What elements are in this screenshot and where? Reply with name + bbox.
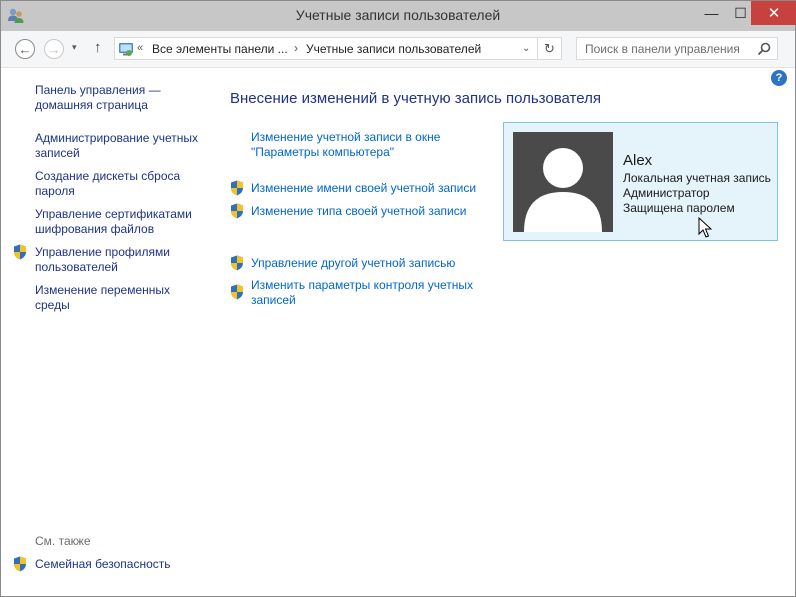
default-user-picture-icon bbox=[513, 132, 613, 232]
address-overflow-chevron[interactable]: « bbox=[137, 42, 144, 54]
window-title: Учетные записи пользователей bbox=[295, 7, 501, 23]
back-button[interactable]: ← bbox=[15, 39, 35, 59]
task-change-uac-settings[interactable] bbox=[251, 278, 473, 308]
sidebar-item-label: записей bbox=[35, 146, 80, 160]
forward-button[interactable]: → bbox=[44, 39, 64, 59]
search-icon[interactable] bbox=[756, 41, 772, 57]
refresh-button[interactable]: ↻ bbox=[538, 37, 562, 60]
sidebar-item-label: Создание дискеты сброса bbox=[35, 169, 181, 183]
sidebar-item-label: домашняя страница bbox=[35, 98, 148, 112]
task-change-account-type[interactable]: Изменение типа своей учетной записи bbox=[251, 204, 467, 218]
address-bar[interactable] bbox=[114, 37, 538, 60]
task-label: записей bbox=[251, 293, 296, 307]
address-dropdown-icon[interactable]: ⌄ bbox=[522, 43, 531, 54]
sidebar-item-label: Панель управления — bbox=[35, 83, 161, 97]
breadcrumb-all-control-panel-items[interactable]: Все элементы панели ... bbox=[152, 42, 288, 56]
sidebar-item-label: Администрирование учетных bbox=[35, 131, 199, 145]
uac-shield-icon bbox=[13, 556, 27, 572]
sidebar-item-label: пользователей bbox=[35, 260, 118, 274]
maximize-button[interactable]: ☐ bbox=[734, 4, 747, 21]
sidebar-item-control-panel-home[interactable] bbox=[35, 83, 161, 113]
help-icon[interactable]: ? bbox=[771, 70, 787, 86]
search-input[interactable] bbox=[576, 37, 778, 60]
search-placeholder: Поиск в панели управления bbox=[585, 42, 740, 56]
breadcrumb-user-accounts[interactable]: Учетные записи пользователей bbox=[306, 42, 482, 56]
sidebar-item-label: Управление сертификатами bbox=[35, 207, 192, 221]
uac-shield-icon bbox=[230, 203, 244, 219]
task-label: Изменить параметры контроля учетных bbox=[251, 278, 474, 292]
user-name: Alex bbox=[623, 152, 653, 169]
sidebar-item-encryption-certificates[interactable] bbox=[35, 207, 192, 237]
mouse-pointer-icon bbox=[698, 217, 712, 239]
minimize-button[interactable]: — bbox=[704, 5, 719, 21]
uac-shield-icon bbox=[230, 255, 244, 271]
breadcrumb-separator[interactable]: › bbox=[294, 41, 298, 55]
account-type: Локальная учетная запись bbox=[623, 171, 771, 185]
see-also-heading: См. также bbox=[35, 534, 91, 548]
sidebar-item-label: пароля bbox=[35, 184, 75, 198]
navigation-bar bbox=[1, 31, 795, 68]
sidebar-item-user-profiles[interactable] bbox=[35, 245, 170, 275]
password-status: Защищена паролем bbox=[623, 201, 735, 215]
sidebar-item-password-reset-disk[interactable] bbox=[35, 169, 180, 199]
task-manage-another-account[interactable]: Управление другой учетной записью bbox=[251, 256, 456, 270]
task-change-account-name[interactable]: Изменение имени своей учетной записи bbox=[251, 181, 477, 195]
sidebar-item-label: Изменение переменных bbox=[35, 283, 171, 297]
task-label: Изменение учетной записи в окне bbox=[251, 130, 441, 144]
uac-shield-icon bbox=[230, 180, 244, 196]
uac-shield-icon bbox=[230, 284, 244, 300]
title-bar[interactable] bbox=[1, 1, 795, 31]
user-account-card[interactable] bbox=[503, 122, 778, 241]
control-panel-icon bbox=[118, 41, 134, 57]
family-safety-link[interactable]: Семейная безопасность bbox=[35, 557, 171, 571]
user-avatar bbox=[513, 132, 613, 232]
sidebar-item-environment-variables[interactable] bbox=[35, 283, 170, 313]
uac-shield-icon bbox=[13, 244, 27, 260]
sidebar-item-label: среды bbox=[35, 298, 70, 312]
task-label: "Параметры компьютера" bbox=[251, 145, 394, 159]
sidebar-item-manage-accounts[interactable] bbox=[35, 131, 198, 161]
task-change-account-in-pc-settings[interactable] bbox=[251, 130, 440, 160]
recent-locations-dropdown[interactable]: ▾ bbox=[72, 42, 77, 52]
sidebar-item-label: шифрования файлов bbox=[35, 222, 155, 236]
page-title: Внесение изменений в учетную запись пользователя bbox=[230, 90, 601, 107]
account-role: Администратор bbox=[623, 186, 710, 200]
up-button[interactable]: ↑ bbox=[94, 39, 102, 56]
sidebar-item-label: Управление профилями bbox=[35, 245, 170, 259]
close-button[interactable]: ✕ bbox=[751, 1, 796, 25]
